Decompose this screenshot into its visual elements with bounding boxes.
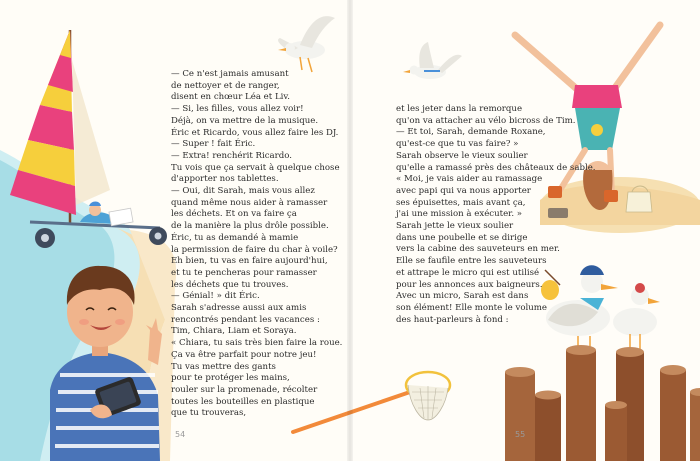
text-line: vers la cabine des sauveteurs en mer. xyxy=(396,244,560,255)
text-line: Sarah s'adresse aussi aux amis xyxy=(171,303,307,314)
text-line: dans une poubelle et se dirige xyxy=(396,232,528,243)
text-line: disent en chœur Léa et Liv. xyxy=(171,92,290,103)
text-line: — Oui, dit Sarah, mais vous allez xyxy=(171,186,315,197)
page-number-left: 54 xyxy=(175,430,186,439)
text-line: Elle se faufile entre les sauveteurs xyxy=(396,256,547,267)
text-line: et tu te pencheras pour ramasser xyxy=(171,267,317,278)
text-line: j'ai une mission à exécuter. » xyxy=(396,209,523,220)
text-line: Tu vois que ça servait à quelque chose xyxy=(171,162,340,173)
text-line: des haut-parleurs à fond : xyxy=(396,314,509,325)
text-line: Sarah jette le vieux soulier xyxy=(396,221,514,232)
wooden-posts xyxy=(505,345,700,461)
text-line: — Ce n'est jamais amusant xyxy=(171,69,289,79)
seagull-flying-left xyxy=(278,16,335,72)
page-number-right: 55 xyxy=(515,430,526,439)
text-line: ses épuisettes, mais avant ça, xyxy=(396,197,526,208)
text-line: Sarah observe le vieux soulier xyxy=(396,150,528,161)
text-line: que tu trouveras, xyxy=(171,408,247,419)
text-line: et attrape le micro qui est utilisé xyxy=(396,267,540,278)
text-line: pour te protéger les mains, xyxy=(171,373,290,384)
text-line: Ça va être parfait pour notre jeu! xyxy=(171,349,317,360)
text-line: d'apporter nos tablettes. xyxy=(171,174,279,185)
gutter xyxy=(347,0,353,461)
text-line: Tu vas mettre des gants xyxy=(171,361,276,372)
text-line: rencontrés pendant les vacances : xyxy=(171,314,320,325)
text-line: toutes les bouteilles en plastique xyxy=(171,396,315,407)
seagull-flying-right xyxy=(403,42,462,79)
text-line: les déchets que tu trouves. xyxy=(171,279,289,290)
right-page-text xyxy=(396,104,596,326)
text-line: rouler sur la promenade, récolter xyxy=(171,384,318,395)
text-line: avec papi qui va nous apporter xyxy=(396,185,531,196)
text-line: « Moi, je vais aider au ramassage xyxy=(396,174,543,185)
text-line: Eh bien, tu vas en faire aujourd'hui, xyxy=(171,256,328,267)
text-line: — Super ! fait Éric. xyxy=(171,139,256,150)
text-line: « Chiara, tu sais très bien faire la roue. xyxy=(171,338,343,349)
text-line: de la manière la plus drôle possible. xyxy=(171,221,329,232)
text-line: Avec un micro, Sarah est dans xyxy=(396,291,529,302)
text-line: la permission de faire du char à voile? xyxy=(171,244,338,255)
text-line: Tim, Chiara, Liam et Soraya. xyxy=(171,326,297,337)
text-line: de nettoyer et de ranger, xyxy=(171,80,280,91)
text-line: qu'elle a ramassé près des châteaux de sable. xyxy=(396,162,596,173)
text-line: les déchets. Et on va faire ça xyxy=(171,209,297,220)
text-line: pour les annonces aux baigneurs. xyxy=(396,279,543,290)
text-line: son élément! Elle monte le volume xyxy=(396,302,548,313)
text-line: quand même nous aider à ramasser xyxy=(171,197,328,208)
text-line: — Extra! renchérit Ricardo. xyxy=(171,150,293,161)
text-line: qu'est-ce que tu vas faire? » xyxy=(396,139,519,150)
text-line: — Et toi, Sarah, demande Roxane, xyxy=(396,127,546,138)
text-line: — Génial! » dit Éric. xyxy=(171,291,260,302)
text-line: — Si, les filles, vous allez voir! xyxy=(171,104,304,115)
left-page-text xyxy=(171,69,342,420)
text-line: Déjà, on va mettre de la musique. xyxy=(171,115,319,126)
text-line: et les jeter dans la remorque xyxy=(396,104,523,114)
text-line: qu'on va attacher au vélo bicross de Tim. xyxy=(396,115,576,126)
text-line: Éric, tu as demandé à mamie xyxy=(171,232,299,243)
text-line: Éric et Ricardo, vous allez faire les DJ. xyxy=(171,127,339,138)
